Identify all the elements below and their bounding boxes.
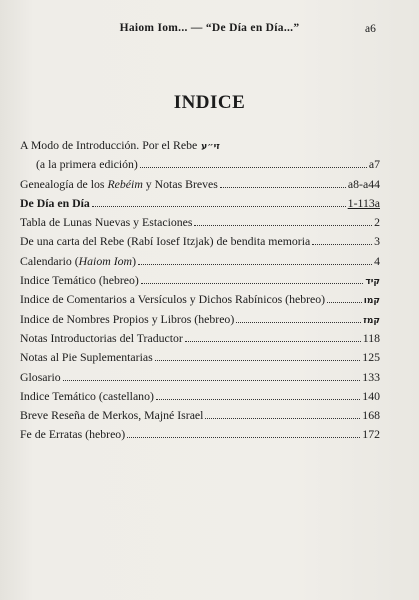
leader-dots <box>185 340 361 342</box>
leader-dots <box>156 398 360 400</box>
toc-entry-label: Glosario <box>20 369 61 384</box>
toc-entry-label: Notas al Pie Suplementarias <box>20 350 153 365</box>
toc-entry-label: Indice Temático (castellano) <box>20 388 154 403</box>
toc-entry-label: Calendario (Haiom Iom) <box>20 253 136 268</box>
leader-dots <box>220 186 346 188</box>
leader-dots <box>141 282 364 284</box>
page-number: a6 <box>365 23 376 35</box>
leader-dots <box>222 148 378 149</box>
leader-dots <box>92 205 346 207</box>
toc-entry-label: Tabla de Lunas Nuevas y Estaciones <box>20 215 193 230</box>
toc-entry <box>20 350 380 369</box>
index-title: INDICE <box>173 92 246 113</box>
toc-entry-page: 125 <box>362 350 380 365</box>
toc-entry <box>20 292 380 311</box>
leader-dots <box>127 436 360 438</box>
toc-entry-page: 168 <box>362 408 380 423</box>
leader-dots <box>140 166 367 168</box>
leader-dots <box>138 263 372 265</box>
toc-entry-label: Fe de Erratas (hebreo) <box>20 427 126 442</box>
toc-entry-page: a7 <box>368 157 380 172</box>
leader-dots <box>194 224 372 226</box>
toc-entry-label: Notas Introductorias del Traductor <box>20 330 183 345</box>
hebrew-honorific: זי״ע <box>201 142 220 152</box>
toc-entry <box>20 177 380 196</box>
toc-entry <box>20 312 380 331</box>
toc-entry <box>20 196 380 215</box>
toc-entry-label: Genealogía de los Rebéim y Notas Breves <box>20 176 218 191</box>
toc-entry-page: a8-a44 <box>347 176 380 191</box>
toc-entry-page: 1-113a <box>347 195 380 210</box>
toc-entry-label: Indice Temático (hebreo) <box>20 273 139 288</box>
toc-entry-page: קיד <box>365 277 380 288</box>
toc-entry-page: 140 <box>362 388 380 403</box>
toc-entry-page: קמו <box>363 296 380 307</box>
toc-entry <box>20 157 380 176</box>
toc-entry-page: 118 <box>362 330 380 345</box>
toc-entry <box>20 408 380 427</box>
leader-dots <box>312 243 372 245</box>
toc-entry <box>20 254 380 273</box>
toc-entry <box>20 370 380 389</box>
toc-entry-page: 2 <box>374 215 380 230</box>
toc-entry <box>20 331 380 350</box>
running-head: Haiom Iom... — “De Día en Día...” <box>119 22 300 34</box>
toc-entry <box>20 215 380 234</box>
toc-entry <box>20 273 380 292</box>
leader-dots <box>327 301 362 303</box>
toc-entry-page: 172 <box>362 427 380 442</box>
leader-dots <box>236 321 361 323</box>
toc-entry-label: De una carta del Rebe (Rabí Iosef Itzjak) de bendita memoria <box>20 234 311 249</box>
toc-entry-page: 3 <box>374 234 380 249</box>
toc-entry-label: De Día en Día <box>20 195 90 210</box>
leader-dots <box>155 359 361 361</box>
toc-entry-label: (a la primera edición) <box>36 157 138 172</box>
toc-entry-label: A Modo de Introducción. Por el Rebe זי״ע <box>20 138 220 152</box>
toc-entry-page: קמז <box>363 315 380 326</box>
toc-entry-label: Indice de Comentarios a Versículos y Dichos Rabínicos (hebreo) <box>20 292 326 307</box>
toc-entry-label: Indice de Nombres Propios y Libros (hebreo) <box>20 311 235 326</box>
toc-entry <box>20 427 380 446</box>
toc-entry-page: 4 <box>374 253 380 268</box>
toc-entry-label: Breve Reseña de Merkos, Majné Israel <box>20 408 204 423</box>
toc-entry <box>20 234 380 253</box>
toc-entry <box>20 138 380 157</box>
table-of-contents <box>20 138 380 447</box>
leader-dots <box>63 379 361 381</box>
leader-dots <box>205 417 360 419</box>
toc-entry-page: 133 <box>362 369 380 384</box>
toc-entry <box>20 389 380 408</box>
